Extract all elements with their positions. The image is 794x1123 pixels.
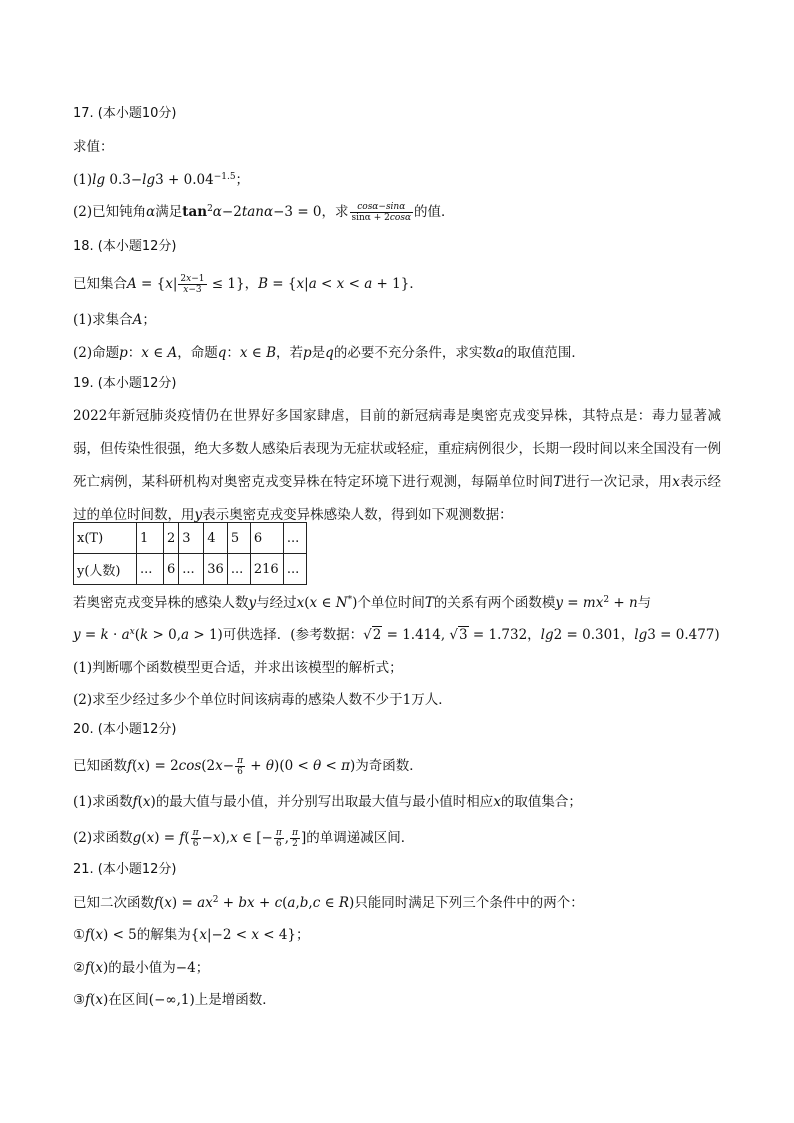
q19-heading: 19. (本小题12分) xyxy=(73,376,177,391)
q21-intro: 已知二次函数$f(x) = ax^2$ + bx + c(a,b,c ∈ R)只能同时满足下列三个条件中的两个： xyxy=(73,895,584,911)
observation-table xyxy=(73,522,307,585)
q21-condition-1: ①f(x) < 5的解集为{x|−2 < x < 4}； xyxy=(73,927,310,943)
table-cell: 216 xyxy=(250,554,283,585)
q17-fraction: $\frac{\cos\alpha-\sin\alpha}{\sin\alpha + 2\cos\alpha}$ xyxy=(351,202,412,223)
table-cell: ... xyxy=(137,554,164,585)
q18-part2: (2)命题p：x ∈ A，命题q：x ∈ B，若p是q的必要不充分条件，求实数a的取值范围． xyxy=(73,345,585,361)
q18-part1: (1)求集合A； xyxy=(73,312,156,328)
table-cell: 5 xyxy=(227,523,250,554)
table-cell: ... xyxy=(179,554,204,585)
q17-intro: 求值： xyxy=(73,139,114,155)
table-row-x xyxy=(74,523,307,554)
table-cell: ... xyxy=(283,523,306,554)
table-cell: 2 xyxy=(164,523,179,554)
table-cell: ... xyxy=(283,554,306,585)
table-cell: 36 xyxy=(204,554,228,585)
q19-model-line: 若奥密克戎变异株的感染人数y与经过x(x ∈ N*)个单位时间T的关系有两个函数模$y = mx^2 + n$与 xyxy=(73,595,652,611)
q21-heading: 21. (本小题12分) xyxy=(73,862,177,877)
table-cell: 3 xyxy=(179,523,204,554)
table-cell: 4 xyxy=(204,523,228,554)
q19-paragraph: 2022年新冠肺炎疫情仍在世界好多国家肆虐，目前的新冠病毒是奥密克戎变异株，其特点是：毒力显著减弱，但传染性很强，绝大多数人感染后表现为无症状或轻症，重症病例很少，长期一段时间以来全国没有一例死亡病例，某科研机构对奥密克戎变异株在特定环境下进行观测，每隔单位时间T进行一次记录，用x表示经过的单位时间数，用y表示奥密克戎变异株感染人数，得到如下观测数据： xyxy=(73,408,722,523)
table-cell: x(T) xyxy=(74,523,137,554)
q20-heading: 20. (本小题12分) xyxy=(73,722,177,737)
q17-part2: (2)已知钝角α满足$\tan^2\alpha-2\tan\alpha-3 = 0$，求 $\frac{\cos\alpha-\sin\alpha}{\sin\alpha + 2\cos\alpha}$ 的值． xyxy=(73,202,455,223)
q18-intro: 已知集合A = {x| $\frac{2x-1}{x-3}$ ≤ 1}，B = {x|a < x < a + 1}． xyxy=(73,274,423,295)
table-cell: y(人数) xyxy=(74,554,137,585)
q20-part1: (1)求函数f(x)的最大值与最小值，并分别写出取最大值与最小值时相应x的取值集合； xyxy=(73,794,582,810)
q17-heading: 17. (本小题10分) xyxy=(73,106,177,121)
q20-part2: (2)求函数g(x) = f( $\frac{\pi}{6}$ −x),x ∈ [− $\frac{\pi}{6}$ , $\frac{\pi}{2}$ ]的单调递减区间． xyxy=(73,828,415,849)
q17-part1: (1)lg $0.3-\lg 3 + 0.04^{-1.5}$； xyxy=(73,172,250,188)
table-cell: 6 xyxy=(250,523,283,554)
q19-part1: (1)判断哪个函数模型更合适，并求出该模型的解析式； xyxy=(73,660,403,676)
q20-intro: 已知函数f(x) = 2cos(2x− $\frac{\pi}{6}$ + θ)(0 < θ < π)为奇函数． xyxy=(73,756,423,777)
q19-reference-line: $y = k \cdot a^x(k > 0,a > 1)$可供选择．(参考数据：√2 = 1.414, √3 = 1.732，lg2 = 0.301，lg3 = 0.477) xyxy=(73,627,720,643)
q21-condition-2: ②f(x)的最小值为−4； xyxy=(73,960,210,976)
table-cell: 6 xyxy=(164,554,179,585)
q19-part2: (2)求至少经过多少个单位时间该病毒的感染人数不少于1万人． xyxy=(73,692,452,708)
q18-heading: 18. (本小题12分) xyxy=(73,239,177,254)
table-row-y xyxy=(74,554,307,585)
q21-condition-3: ③f(x)在区间(−∞,1)上是增函数． xyxy=(73,992,276,1008)
table-cell: ... xyxy=(227,554,250,585)
table-cell: 1 xyxy=(137,523,164,554)
